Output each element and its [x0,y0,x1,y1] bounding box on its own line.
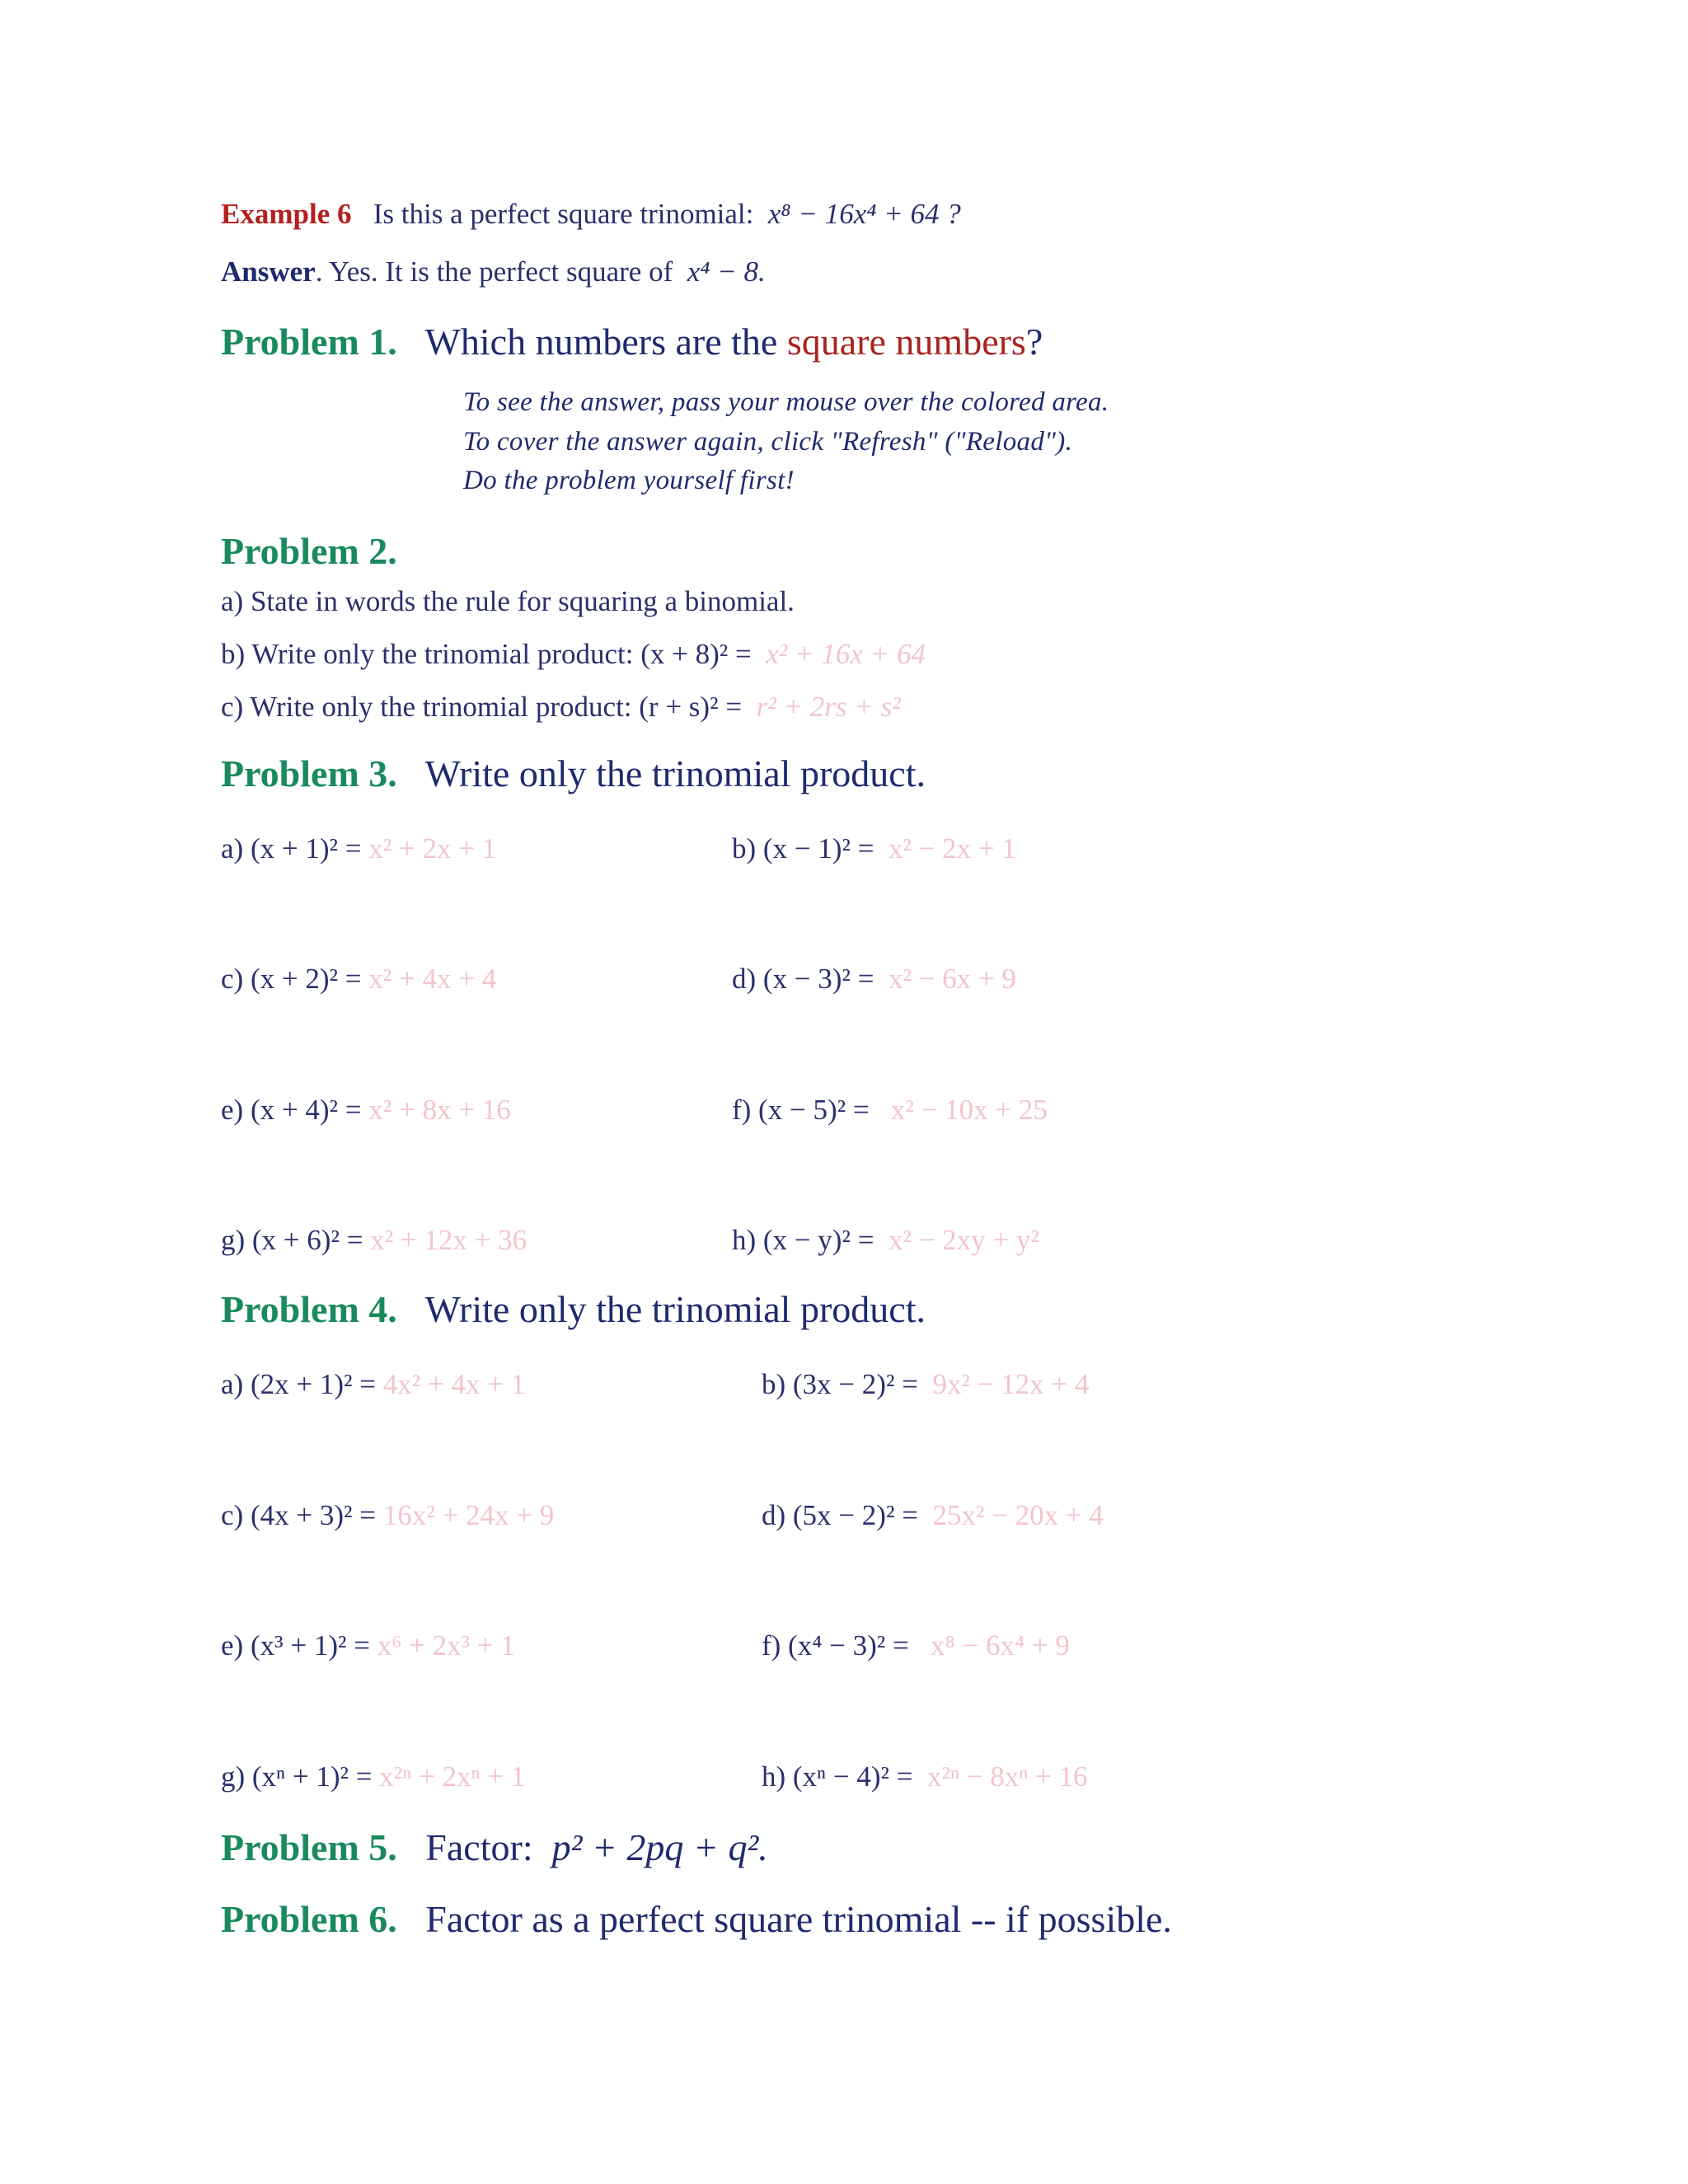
problem-3d-answer[interactable]: x² − 6x + 9 [888,963,1016,995]
problem-3e-question: e) (x + 4)² = [221,1094,362,1126]
problem-5-text: Factor: [425,1826,533,1868]
problem-3h-answer[interactable]: x² − 2xy + y² [888,1224,1039,1256]
problem-4g-answer[interactable]: x²ⁿ + 2xⁿ + 1 [379,1760,526,1793]
problem-4f-question: f) (x⁴ − 3)² = [762,1629,909,1661]
problem-4d-answer[interactable]: 25x² − 20x + 4 [932,1499,1104,1531]
square-numbers-link[interactable]: square numbers [786,321,1026,363]
problem-6-label: Problem 6. [221,1898,397,1940]
problem-4e-question: e) (x³ + 1)² = [221,1629,370,1661]
problem-4e [221,1629,515,1662]
problem-2c-question: c) Write only the trinomial product: (r + s)² = [221,691,743,723]
problem-4a-question: a) (2x + 1)² = [221,1368,376,1400]
problem-4b-question: b) (3x − 2)² = [762,1368,918,1400]
problem-4e-answer[interactable]: x⁶ + 2x³ + 1 [377,1629,515,1661]
problem-4g [221,1760,525,1793]
problem-3f [732,1094,1048,1127]
problem-4a-answer[interactable]: 4x² + 4x + 1 [382,1368,526,1400]
problem-4f-answer[interactable]: x⁸ − 6x⁴ + 9 [931,1629,1070,1661]
problem-1-heading [221,320,1043,363]
problem-4c [221,1499,554,1532]
example-label: Example 6 [221,198,352,230]
problem-4d [762,1499,1104,1532]
problem-5-label: Problem 5. [221,1826,397,1868]
problem-2a [221,585,795,618]
problem-4c-answer[interactable]: 16x² + 24x + 9 [382,1499,555,1531]
problem-3g-question: g) (x + 6)² = [221,1224,363,1256]
problem-2-label: Problem 2. [221,530,397,572]
problem-2a-text: a) State in words the rule for squaring a binomial. [221,585,795,617]
problem-2c-answer[interactable]: r² + 2rs + s² [756,691,901,723]
problem-4g-question: g) (xⁿ + 1)² = [221,1760,373,1793]
problem-3f-question: f) (x − 5)² = [732,1094,870,1126]
problem-2b-question: b) Write only the trinomial product: (x + 8)² = [221,638,752,670]
problem-3a-answer[interactable]: x² + 2x + 1 [368,832,497,865]
instruction-refresh: To cover the answer again, click "Refresh" ("Reload"). [463,427,1073,457]
problem-3c-answer[interactable]: x² + 4x + 4 [368,963,497,995]
problem-2b [221,638,926,671]
problem-4a [221,1368,525,1401]
answer-line [221,255,766,288]
example-text: Is this a perfect square trinomial: [373,198,754,230]
example-expression: x⁸ − 16x⁴ + 64 ? [767,198,961,230]
problem-3f-answer[interactable]: x² − 10x + 25 [890,1094,1048,1126]
problem-6-text: Factor as a perfect square trinomial -- if possible. [425,1898,1172,1940]
problem-4h-question: h) (xⁿ − 4)² = [762,1760,913,1793]
problem-3b-question: b) (x − 1)² = [732,832,874,865]
problem-2-heading [221,529,397,573]
problem-3d [732,963,1016,996]
problem-3-title: Write only the trinomial product. [424,752,926,794]
problem-3b [732,832,1016,865]
problem-3h [732,1224,1039,1257]
problem-3-label: Problem 3. [221,752,397,794]
problem-3a [221,832,496,865]
problem-4c-question: c) (4x + 3)² = [221,1499,376,1531]
problem-3e [221,1094,511,1127]
problem-1-question-mark: ? [1025,321,1043,363]
problem-4d-question: d) (5x − 2)² = [762,1499,918,1531]
problem-3c [221,963,496,996]
answer-text: . Yes. It is the perfect square of [315,255,673,288]
problem-4h-answer[interactable]: x²ⁿ − 8xⁿ + 16 [926,1760,1088,1793]
instruction-try-first: Do the problem yourself first! [463,466,795,495]
problem-6-heading [221,1897,1172,1941]
problem-2b-answer[interactable]: x² + 16x + 64 [766,638,926,670]
problem-3e-answer[interactable]: x² + 8x + 16 [368,1094,511,1126]
problem-2c [221,691,901,724]
answer-expression: x⁴ − 8. [687,255,766,288]
problem-3g [221,1224,527,1257]
problem-3b-answer[interactable]: x² − 2x + 1 [888,832,1016,865]
problem-4h [762,1760,1088,1793]
problem-3-heading [221,752,926,795]
answer-label: Answer [221,255,316,288]
problem-1-text: Which numbers are the [424,321,778,363]
problem-3h-question: h) (x − y)² = [732,1224,874,1256]
problem-4b-answer[interactable]: 9x² − 12x + 4 [932,1368,1090,1400]
example-6-line [221,198,961,231]
instruction-hover: To see the answer, pass your mouse over the colored area. [463,387,1109,417]
problem-3d-question: d) (x − 3)² = [732,963,874,995]
problem-3a-question: a) (x + 1)² = [221,832,362,865]
problem-3g-answer[interactable]: x² + 12x + 36 [370,1224,528,1256]
problem-5-expression: p² + 2pq + q². [551,1826,768,1868]
problem-3c-question: c) (x + 2)² = [221,963,362,995]
problem-4-label: Problem 4. [221,1288,397,1330]
problem-4f [762,1629,1070,1662]
problem-1-label: Problem 1. [221,321,397,363]
problem-4b [762,1368,1089,1401]
problem-5-heading [221,1825,768,1869]
problem-4-heading [221,1287,926,1331]
problem-4-title: Write only the trinomial product. [424,1288,926,1330]
